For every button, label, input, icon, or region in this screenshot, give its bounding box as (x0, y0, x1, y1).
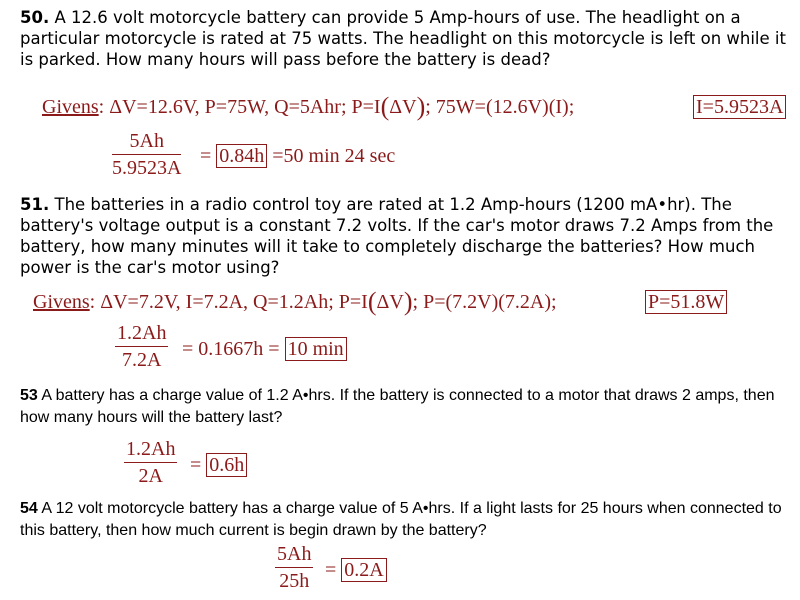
result-tail: =50 min 24 sec (272, 145, 396, 167)
givens-values: : ΔV=7.2V, I=7.2A, Q=1.2Ah; P=I (89, 291, 368, 313)
paren-open: ( (380, 92, 390, 121)
fraction-numerator: 1.2Ah (124, 438, 177, 463)
boxed-answer: 0.6h (206, 453, 247, 477)
problem-51-result (182, 338, 347, 361)
fraction-denominator: 2A (138, 465, 163, 487)
problem-number: 50. (20, 8, 50, 27)
givens-label: Givens (42, 96, 99, 118)
problem-51-text (20, 194, 790, 278)
equals-sign: = (200, 145, 212, 167)
fraction-numerator: 5Ah (112, 130, 181, 155)
problem-53-text (20, 385, 790, 429)
problem-50-fraction (112, 130, 181, 180)
problem-54-result (325, 559, 387, 582)
fraction-denominator: 5.9523A (112, 157, 182, 179)
paren-close: ) (416, 92, 426, 121)
problem-54-text (20, 498, 790, 542)
problem-body: The batteries in a radio control toy are rated at 1.2 Amp-hours (1200 mA•hr). The battery's voltage output is a constant 7.2 volts. If the car's motor draws 7.2 Amps from the battery, how many minutes will it take to completely discharge the batteries? How much power is the car's motor using? (20, 195, 774, 277)
problem-54-fraction (275, 543, 313, 593)
problem-body: A 12 volt motorcycle battery has a charge value of 5 A•hrs. If a light lasts for 25 hours when connected to this battery, then how much current is begin drawn by the battery? (20, 500, 782, 539)
boxed-answer: 0.2A (341, 558, 386, 582)
problem-51-power-answer (645, 291, 727, 314)
boxed-answer: 10 min (285, 337, 347, 361)
fraction-denominator: 7.2A (122, 349, 162, 371)
equals-sign: = (190, 454, 202, 476)
boxed-answer: P=51.8W (645, 290, 727, 314)
paren-close: ) (403, 287, 413, 316)
problem-53-fraction (124, 438, 177, 488)
givens-values: : ΔV=12.6V, P=75W, Q=5Ahr; P=I (98, 96, 381, 118)
problem-50-text (20, 7, 790, 70)
problem-number: 53 (20, 387, 38, 404)
problem-53-result (190, 454, 247, 477)
paren-open: ( (367, 287, 377, 316)
fraction-numerator: 5Ah (275, 543, 313, 568)
problem-50-result (200, 145, 395, 168)
problem-50-givens (42, 92, 575, 121)
problem-body: A 12.6 volt motorcycle battery can provide 5 Amp-hours of use. The headlight on a particular motorcycle is rated at 75 watts. The headlight on this motorcycle is left on while it is parked. How many hours will pass before the battery is dead? (20, 8, 786, 69)
problem-51-givens (33, 287, 557, 316)
problem-51-fraction (115, 322, 168, 372)
problem-number: 54 (20, 500, 38, 517)
fraction-denominator: 25h (279, 570, 310, 592)
result-middle: = 0.1667h = (182, 338, 280, 360)
givens-rest: ; 75W=(12.6V)(I); (425, 96, 575, 118)
boxed-answer: 0.84h (216, 144, 267, 168)
delta-v: ΔV (376, 291, 404, 313)
delta-v: ΔV (389, 96, 417, 118)
givens-rest: ; P=(7.2V)(7.2A); (412, 291, 557, 313)
boxed-answer: I=5.9523A (693, 95, 786, 119)
givens-label: Givens (33, 291, 90, 313)
problem-number: 51. (20, 195, 50, 214)
problem-body: A battery has a charge value of 1.2 A•hrs. If the battery is connected to a motor that draws 2 amps, then how many hours will the battery last? (20, 387, 775, 426)
problem-50-current-answer (693, 96, 786, 119)
equals-sign: = (325, 559, 337, 581)
fraction-numerator: 1.2Ah (115, 322, 168, 347)
